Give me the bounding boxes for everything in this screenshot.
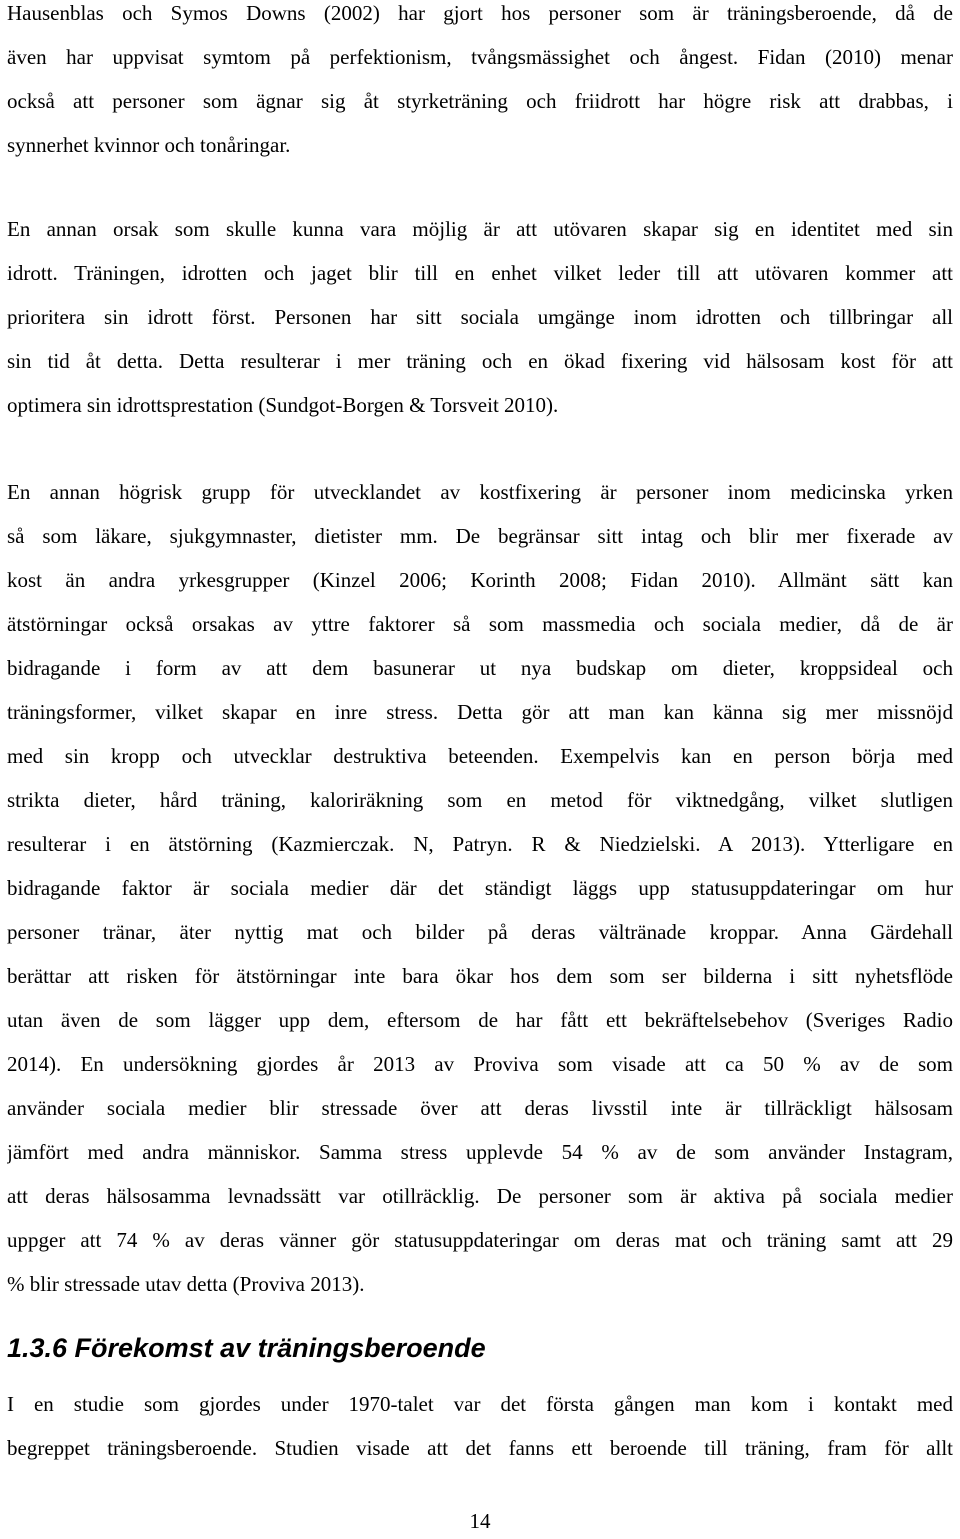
text-line: kost än andra yrkesgrupper (Kinzel 2006; Korinth 2008; Fidan 2010). Allmänt sätt kan <box>7 568 953 592</box>
text-line: bidragande faktor är sociala medier där det ständigt läggs upp statusuppdateringar om hur <box>7 876 953 900</box>
text-line: uppger att 74 % av deras vänner gör statusuppdateringar om deras mat och träning samt att 29 <box>7 1228 953 1252</box>
paragraph-3 <box>7 470 953 1306</box>
text-line: också att personer som ägnar sig åt styrketräning och friidrott har högre risk att drabbas, i <box>7 89 953 113</box>
text-line: strikta dieter, hård träning, kaloriräkning som en metod för viktnedgång, vilket slutligen <box>7 788 953 812</box>
text-line: Hausenblas och Symos Downs (2002) har gjort hos personer som är träningsberoende, då de <box>7 1 953 25</box>
text-line: personer tränar, äter nyttig mat och bilder på deras vältränade kroppar. Anna Gärdehall <box>7 920 953 944</box>
paragraph-1 <box>7 0 953 167</box>
paragraph-2 <box>7 207 953 427</box>
text-line: % blir stressade utav detta (Proviva 2013). <box>7 1272 365 1296</box>
text-line: 2014). En undersökning gjordes år 2013 av Proviva som visade att ca 50 % av de som <box>7 1052 953 1076</box>
text-line: med sin kropp och utvecklar destruktiva beteenden. Exempelvis kan en person börja med <box>7 744 953 768</box>
text-line: prioritera sin idrott först. Personen har sitt sociala umgänge inom idrotten och tillbringar all <box>7 305 953 329</box>
page-number: 14 <box>469 1509 491 1533</box>
text-line: resulterar i en ätstörning (Kazmierczak. N, Patryn. R & Niedzielski. A 2013). Ytterligare en <box>7 832 953 856</box>
text-line: berättar att risken för ätstörningar inte bara ökar hos dem som ser bilderna i sitt nyhetsflöde <box>7 964 953 988</box>
text-line: En annan högrisk grupp för utvecklandet av kostfixering är personer inom medicinska yrken <box>7 480 953 504</box>
text-line: I en studie som gjordes under 1970-talet var det första gången man kom i kontakt med <box>7 1392 953 1416</box>
text-line: bidragande i form av att dem basunerar ut nya budskap om dieter, kroppsideal och <box>7 656 953 680</box>
text-line: En annan orsak som skulle kunna vara möjlig är att utövaren skapar sig en identitet med sin <box>7 217 953 241</box>
text-line: optimera sin idrottsprestation (Sundgot-Borgen & Torsveit 2010). <box>7 393 559 417</box>
text-line: begreppet träningsberoende. Studien visade att det fanns ett beroende till träning, fram för allt <box>7 1436 953 1460</box>
text-line: synnerhet kvinnor och tonåringar. <box>7 133 291 157</box>
text-line: även har uppvisat symtom på perfektionism, tvångsmässighet och ångest. Fidan (2010) menar <box>7 45 953 69</box>
text-line: idrott. Träningen, idrotten och jaget blir till en enhet vilket leder till att utövaren kommer att <box>7 261 953 285</box>
text-line: ätstörningar också orsakas av yttre faktorer så som massmedia och sociala medier, då de är <box>7 612 953 636</box>
text-line: träningsformer, vilket skapar en inre stress. Detta gör att man kan känna sig mer missnöjd <box>7 700 953 724</box>
section-paragraph <box>7 1382 953 1470</box>
text-line: sin tid åt detta. Detta resulterar i mer träning och en ökad fixering vid hälsosam kost för att <box>7 349 953 373</box>
text-line: använder sociala medier blir stressade över att deras livsstil inte är tillräckligt hälsosam <box>7 1096 953 1120</box>
text-line: så som läkare, sjukgymnaster, dietister mm. De begränsar sitt intag och blir mer fixerade av <box>7 524 953 548</box>
text-line: jämfört med andra människor. Samma stress upplevde 54 % av de som använder Instagram, <box>7 1140 953 1164</box>
section-heading: 1.3.6 Förekomst av träningsberoende <box>7 1333 486 1363</box>
text-line: att deras hälsosamma levnadssätt var otillräcklig. De personer som är aktiva på sociala medier <box>7 1184 953 1208</box>
text-line: utan även de som lägger upp dem, eftersom de har fått ett bekräftelsebehov (Sveriges Radio <box>7 1008 953 1032</box>
